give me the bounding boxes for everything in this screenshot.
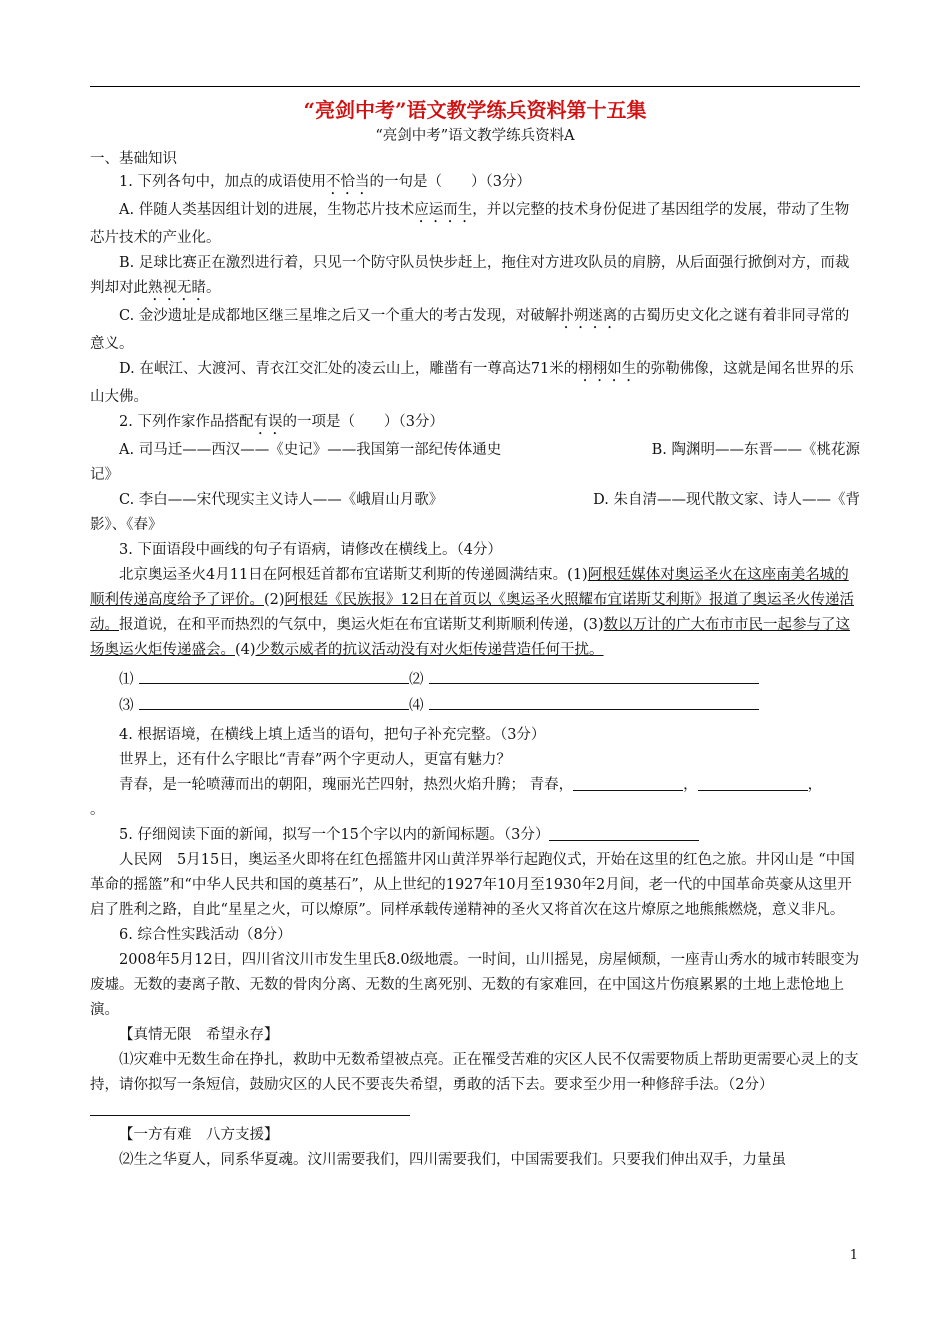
emphasis-text: 扑朔迷离 bbox=[559, 308, 618, 324]
answer-blank-1[interactable] bbox=[139, 667, 409, 684]
question-2-options-cd bbox=[90, 488, 860, 513]
answer-blank-3[interactable] bbox=[139, 693, 409, 710]
question-4-stem: 4. 根据语境，在横线上填上适当的语句，把句子补充完整。（3分） bbox=[119, 727, 546, 743]
question-2-option-d-cont: 影》、《春》 bbox=[90, 517, 163, 533]
headline-blank[interactable] bbox=[549, 824, 699, 841]
underlined-sentence-1: 阿根廷媒体对奥运圣火在这座南美名城的顺利传递高度给予了评价。 bbox=[90, 567, 849, 608]
answer-row-2: ⑶ ⑷ bbox=[90, 693, 860, 719]
question-2-option-b-cont: 记》 bbox=[90, 467, 119, 483]
header-rule bbox=[90, 86, 860, 87]
question-3-stem: 3. 下面语段中画线的句子有语病，请修改在横线上。（4分） bbox=[119, 542, 502, 558]
question-1-option-a: A. 伴随人类基因组计划的进展，生物芯片技术应运而生，并以完整的技术身份促进了基因组学的发展，带动了生物芯片技术的产业化。 bbox=[90, 202, 850, 246]
question-6-heading-1: 【真情无限 希望永存】 bbox=[119, 1027, 279, 1043]
question-1-option-b: B. 足球比赛正在激烈进行着，只见一个防守队员快步赶上，拖住对方进攻队员的肩膀，从后面强行掀倒对方，而裁判却对此熟视无睹。 bbox=[90, 255, 850, 296]
question-2-option-a: A. 司马迁——西汉——《史记》——我国第一部纪传体通史 bbox=[119, 442, 502, 458]
question-2-options-ab bbox=[90, 438, 860, 463]
answer-blank-4[interactable] bbox=[429, 693, 759, 710]
question-6-stem: 6. 综合性实践活动（8分） bbox=[119, 927, 292, 943]
section-heading: 一、基础知识 bbox=[90, 151, 177, 167]
question-2-option-c: C. 李白——宋代现实主义诗人——《峨眉山月歌》 bbox=[119, 492, 444, 508]
question-5-stem: 5. 仔细阅读下面的新闻，拟写一个15个字以内的新闻标题。（3分） bbox=[90, 823, 860, 848]
document-page bbox=[90, 92, 860, 1173]
document-subtitle: “亮剑中考”语文教学练兵资料A bbox=[375, 128, 575, 144]
question-6-sub-1: ⑴灾难中无数生命在挣扎，救助中无数希望被点亮。正在罹受苦难的灾区人民不仅需要物质上帮助更需要心灵上的支持，请你拟写一条短信，鼓励灾区的人民不要丧失希望，勇敢的活下去。要求至少用一种修辞手法。（2分） bbox=[90, 1048, 860, 1123]
emphasis-text: 应运而生 bbox=[414, 202, 473, 218]
fill-blank-2[interactable] bbox=[698, 774, 808, 791]
emphasis-text: 不恰当 bbox=[325, 174, 370, 190]
question-2-stem: 2. 下列作家作品搭配有误的一项是（ ）（3分） bbox=[119, 414, 444, 430]
question-6-body: 2008年5月12日，四川省汶川市发生里氏8.0级地震。一时间，山川摇晃，房屋倾颓，一座青山秀水的城市转眼变为废墟。无数的妻离子散、无数的骨肉分离、无数的生离死别、无数的有家难回，在中国这片伤痕累累的土地上悲怆地上演。 bbox=[90, 952, 860, 1018]
question-1-option-c: C. 金沙遗址是成都地区继三星堆之后又一个重大的考古发现，对破解扑朔迷离的古蜀历史文化之谜有着非同寻常的意义。 bbox=[90, 308, 850, 352]
question-6-sub-2: ⑵生之华夏人，同系华夏魂。汶川需要我们，四川需要我们，中国需要我们。只要我们伸出双手，力量虽 bbox=[119, 1152, 786, 1168]
question-2-option-d: D. 朱自清——现代散文家、诗人——《背 bbox=[593, 492, 860, 508]
question-1-stem: 1. 下列各句中，加点的成语使用不恰当的一句是（ ）（3分） bbox=[119, 174, 531, 190]
underlined-sentence-4: 少数示威者的抗议活动没有对火炬传递营造任何干扰。 bbox=[255, 642, 604, 658]
underlined-sentence-2: 阿根廷《民族报》12日在首页以《奥运圣火照耀布宜诺斯艾利斯》报道了奥运圣火传递活动。 bbox=[90, 592, 854, 633]
question-5-news: 人民网 5月15日，奥运圣火即将在红色摇篮井冈山黄洋界举行起跑仪式，开始在这里的红色之旅。井冈山是 “中国革命的摇篮”和“中华人民共和国的奠基石”，从上世纪的1927年10月至1930年2月间，老一代的中国革命英豪从这里开启了胜利之路，自此“星星之火，可以燎原”。同样承载传递精神的圣火又将首次在这片燎原之地熊熊燃烧，意义非凡。 bbox=[90, 852, 855, 918]
question-4-line-3: 。 bbox=[90, 802, 105, 818]
page-number: 1 bbox=[849, 1248, 858, 1263]
document-title: “亮剑中考”语文教学练兵资料第十五集 bbox=[303, 98, 647, 122]
sms-answer-blank[interactable] bbox=[90, 1099, 410, 1116]
question-6-heading-2: 【一方有难 八方支援】 bbox=[119, 1127, 279, 1143]
answer-blank-2[interactable] bbox=[429, 667, 759, 684]
question-4-line-2: 青春，是一轮喷薄而出的朝阳，瑰丽光芒四射，热烈火焰升腾； 青春， ， ， bbox=[90, 773, 860, 798]
question-4-line-1: 世界上，还有什么字眼比“青春”两个字更动人，更富有魅力？ bbox=[119, 752, 511, 768]
question-2-option-b: B. 陶渊明——东晋——《桃花源 bbox=[651, 442, 860, 458]
question-1-option-d: D. 在岷江、大渡河、青衣江交汇处的凌云山上，雕凿有一尊高达71米的栩栩如生的弥勒佛像，这就是闻名世界的乐山大佛。 bbox=[90, 361, 854, 405]
emphasis-text: 有误 bbox=[253, 414, 283, 430]
underlined-sentence-3: 数以万计的广大布市市民一起参与了这场奥运火炬传递盛会。 bbox=[90, 617, 851, 658]
question-3-passage: 北京奥运圣火4月11日在阿根廷首都布宜诺斯艾利斯的传递圆满结束。(1)阿根廷媒体对奥运圣火在这座南美名城的顺利传递高度给予了评价。(2)阿根廷《民族报》12日在首页以《奥运圣火照耀布宜诺斯艾利斯》报道了奥运圣火传递活动。报道说，在和平而热烈的气氛中，奥运火炬在布宜诺斯艾利斯顺利传递，(3)数以万计的广大布市市民一起参与了这场奥运火炬传递盛会。(4)少数示威者的抗议活动没有对火炬传递营造任何干扰。 bbox=[90, 567, 854, 658]
fill-blank-1[interactable] bbox=[573, 774, 683, 791]
emphasis-text: 栩栩如生 bbox=[578, 361, 637, 377]
emphasis-text: 熟视无睹 bbox=[148, 280, 206, 296]
answer-row-1: ⑴ ⑵ bbox=[90, 667, 860, 693]
